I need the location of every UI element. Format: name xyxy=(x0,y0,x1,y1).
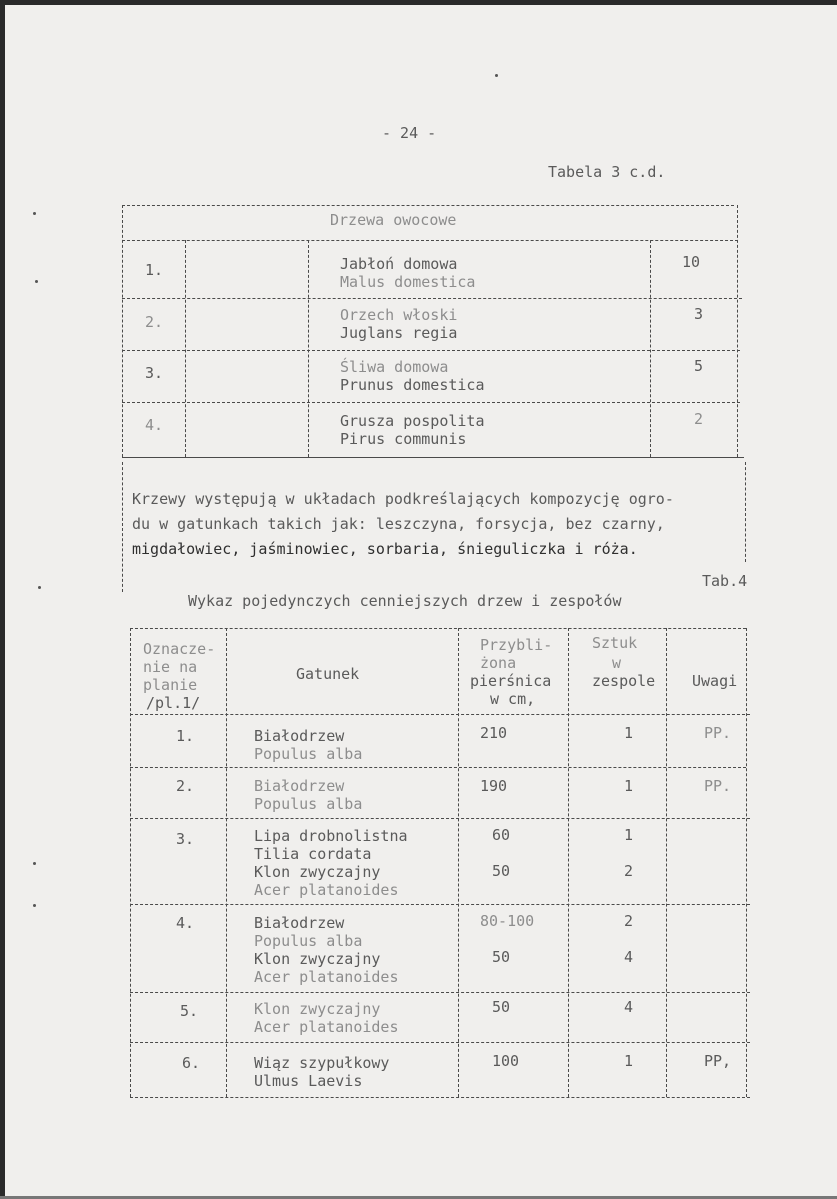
header-line: Przybli- xyxy=(480,636,553,654)
page-number: - 24 - xyxy=(382,124,437,142)
scan-edge-top xyxy=(0,0,837,5)
margin-dot xyxy=(495,74,498,77)
species-line: Lipa drobnolistna xyxy=(254,827,408,845)
table4-row-number: 6. xyxy=(182,1054,201,1072)
species-line: Ulmus Laevis xyxy=(254,1072,363,1090)
table3-species-name: Jabłoń domowa xyxy=(340,255,458,273)
table3-row-number: 3. xyxy=(145,364,164,382)
header-line: planie xyxy=(143,676,198,694)
header-line: Oznacze- xyxy=(143,640,216,658)
table4-caption: Tab.4 xyxy=(702,572,748,590)
header-line: zespole xyxy=(592,672,656,690)
species-line: Acer platanoides xyxy=(254,881,399,899)
margin-dot xyxy=(33,212,36,215)
header-line: Sztuk xyxy=(592,634,638,652)
table3-species-latin: Juglans regia xyxy=(340,324,458,342)
count-value: 4 xyxy=(624,998,634,1016)
girth-value: 80-100 xyxy=(480,912,535,930)
margin-dot xyxy=(35,280,38,283)
count-value: 1 xyxy=(624,777,634,795)
table4-header-species: Gatunek xyxy=(296,665,360,683)
count-value: 1 xyxy=(624,826,634,844)
count-value: 4 xyxy=(624,948,634,966)
table4-header-notes: Uwagi xyxy=(692,672,738,690)
table4-title: Wykaz pojedynczych cenniejszych drzew i zespołów xyxy=(188,592,622,610)
species-line: Acer platanoides xyxy=(254,1018,399,1036)
table3-quantity: 3 xyxy=(694,305,704,323)
table3-quantity: 5 xyxy=(694,357,704,375)
count-value: 2 xyxy=(624,862,634,880)
species-line: Białodrzew xyxy=(254,777,345,795)
girth-value: 210 xyxy=(480,724,508,742)
table3-row-number: 4. xyxy=(145,416,164,434)
species-line: Tilia cordata xyxy=(254,845,372,863)
species-line: Wiąz szypułkowy xyxy=(254,1054,390,1072)
table3-species-latin: Prunus domestica xyxy=(340,376,485,394)
header-line: w xyxy=(612,654,622,672)
header-line: /pl.1/ xyxy=(146,694,201,712)
notes-value: PP. xyxy=(704,724,732,742)
count-value: 2 xyxy=(624,912,634,930)
table3-species-latin: Pirus communis xyxy=(340,430,467,448)
girth-value: 100 xyxy=(492,1052,520,1070)
margin-dot xyxy=(33,904,36,907)
header-line: nie na xyxy=(143,658,198,676)
species-line: Białodrzew xyxy=(254,914,345,932)
table3-heading: Drzewa owocowe xyxy=(330,211,457,229)
paragraph-line: migdałowiec, jaśminowiec, sorbaria, śnieguliczka i róża. xyxy=(132,540,638,558)
girth-value: 50 xyxy=(492,862,511,880)
species-line: Acer platanoides xyxy=(254,968,399,986)
table3-row-number: 1. xyxy=(145,261,164,279)
table3-species-latin: Malus domestica xyxy=(340,273,476,291)
species-line: Klon zwyczajny xyxy=(254,950,381,968)
girth-value: 50 xyxy=(492,998,511,1016)
girth-value: 60 xyxy=(492,826,511,844)
species-line: Klon zwyczajny xyxy=(254,1000,381,1018)
table4-row-number: 3. xyxy=(176,830,195,848)
species-line: Białodrzew xyxy=(254,727,345,745)
header-line: pierśnica xyxy=(470,672,552,690)
species-line: Populus alba xyxy=(254,745,363,763)
notes-value: PP, xyxy=(704,1052,732,1070)
species-line: Populus alba xyxy=(254,932,363,950)
table3-species-name: Orzech włoski xyxy=(340,306,458,324)
paragraph-line: du w gatunkach takich jak: leszczyna, forsycja, bez czarny, xyxy=(132,515,665,533)
table4-row-number: 4. xyxy=(176,914,195,932)
notes-value: PP. xyxy=(704,777,732,795)
table4-row-number: 2. xyxy=(176,777,195,795)
table3-quantity: 2 xyxy=(694,410,704,428)
table4-row-number: 1. xyxy=(176,727,195,745)
paragraph-line: Krzewy występują w układach podkreślających kompozycję ogro- xyxy=(132,490,674,508)
girth-value: 190 xyxy=(480,777,508,795)
table4-row-number: 5. xyxy=(180,1002,199,1020)
table3-caption: Tabela 3 c.d. xyxy=(548,163,666,181)
count-value: 1 xyxy=(624,1052,634,1070)
header-line: w cm, xyxy=(490,690,536,708)
margin-dot xyxy=(33,862,36,865)
table3-species-name: Śliwa domowa xyxy=(340,358,449,376)
girth-value: 50 xyxy=(492,948,511,966)
table3-quantity: 10 xyxy=(682,253,701,271)
species-line: Populus alba xyxy=(254,795,363,813)
scan-edge-left xyxy=(0,0,5,1199)
count-value: 1 xyxy=(624,724,634,742)
table3-row-number: 2. xyxy=(145,313,164,331)
header-line: żona xyxy=(480,654,517,672)
margin-dot xyxy=(38,586,41,589)
table3-species-name: Grusza pospolita xyxy=(340,412,485,430)
species-line: Klon zwyczajny xyxy=(254,863,381,881)
